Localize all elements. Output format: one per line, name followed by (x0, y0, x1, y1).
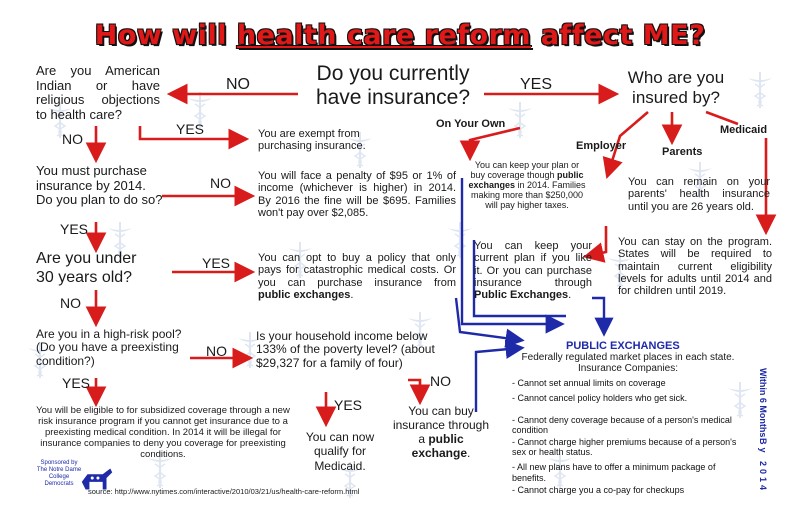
question-american-indian: Are you American Indian or have religious objections to health care? (36, 63, 160, 122)
label-parents: Parents (662, 146, 703, 158)
label-no-3: NO (60, 295, 81, 311)
label-no-1: NO (62, 131, 83, 147)
own-plan-text: You can keep your plan or buy coverage though public exchanges in 2014. Families making more than $250,000 will pay higher taxes. (468, 160, 586, 211)
label-no-5: NO (430, 373, 451, 389)
public-exchanges-list (512, 378, 744, 500)
question-purchase-insurance: You must purchase insurance by 2014. Do you plan to do so? (36, 163, 163, 208)
arrow-own (470, 128, 520, 156)
list-item: - All new plans have to offer a minimum package of benefits. (512, 462, 716, 483)
catastrophic-text: You can opt to buy a policy that only pays for catastrophic medical costs. Or you can purchase insurance from public exchanges. (258, 252, 456, 301)
question-high-risk: Are you in a high-risk pool? (Do you have a preexisting condition?) (36, 327, 182, 368)
within-6-months-label: Within 6 Months (758, 368, 768, 438)
question-under-30: Are you under 30 years old? (36, 250, 137, 286)
buy-exchange-text: You can buy insurance through a public exchange. (392, 404, 490, 461)
label-no-2: NO (210, 175, 231, 191)
sponsor-text: Sponsored by The Notre Dame College Democrats (36, 460, 82, 487)
list-item: - Cannot charge you a co-pay for checkups (512, 484, 685, 495)
source-text: source: http://www.nytimes.com/interactive/2010/03/21/us/health-care-reform.html (88, 487, 360, 496)
blue-arrow-catastrophic (456, 298, 520, 340)
label-yes-4: YES (62, 375, 91, 391)
arrow-medicaid-a (706, 112, 738, 124)
list-item: - Cannot deny coverage because of a person's medical condition (512, 415, 732, 436)
employer-text: You can keep your current plan if you like it. Or you can purchase insurance through Public Exchanges. (474, 240, 592, 302)
center-question: Do you currently have insurance? (315, 62, 471, 110)
label-medicaid: Medicaid (720, 124, 768, 136)
penalty-text: You will face a penalty of $95 or 1% of income (whichever is higher) in 2014. By 2016 the fine will be $695. Families won't pay over $2,085. (258, 170, 456, 219)
label-yes-1: YES (176, 121, 205, 137)
label-on-your-own: On Your Own (436, 118, 506, 130)
page-title: How will health care reform affect ME? (94, 20, 706, 51)
by-2014-label: By 2014 (758, 438, 768, 494)
label-yes-main: YES (520, 76, 553, 93)
medicaid-text: You can stay on the program. States will be required to maintain current eligibility levels for adults until 2014 and for children until 2019. (618, 236, 772, 298)
public-exchanges-heading: PUBLIC EXCHANGES (566, 340, 680, 352)
question-household-income: Is your household income below 133% of the poverty level? (about $29,327 for a family of four) (256, 329, 435, 370)
arrow-q5-no (408, 380, 420, 400)
subsidized-text: You will be eligible to for subsidized coverage through a new risk insurance program if you cannot get insurance due to a preexisting medical condition. In 2014 it will be illegal for insurance companies to deny you coverage for preexisting conditions. (36, 405, 290, 460)
exempt-text: You are exempt from purchasing insurance. (258, 128, 366, 153)
public-exchanges-subheading: Federally regulated market places in each state. Insurance Companies: (521, 352, 735, 375)
list-item: - Cannot set annual limits on coverage (512, 378, 666, 388)
label-yes-3: YES (202, 255, 231, 271)
medicaid-qualify-text: You can now qualify for Medicaid. (305, 430, 375, 473)
parents-text: You can remain on your parents' health insurance until you are 26 years old. (628, 176, 770, 213)
list-item: - Cannot cancel policy holders who get sick. (512, 393, 688, 404)
label-employer: Employer (576, 140, 627, 152)
label-no-4: NO (206, 343, 227, 359)
blue-arrow-employer (592, 298, 604, 332)
label-yes-2: YES (60, 221, 89, 237)
list-item: - Cannot charge higher premiums because of a person's sex or health status. (512, 437, 737, 458)
label-yes-5: YES (334, 397, 363, 413)
who-insured-question: Who are you insured by? (627, 68, 725, 107)
label-no-main: NO (226, 76, 250, 93)
